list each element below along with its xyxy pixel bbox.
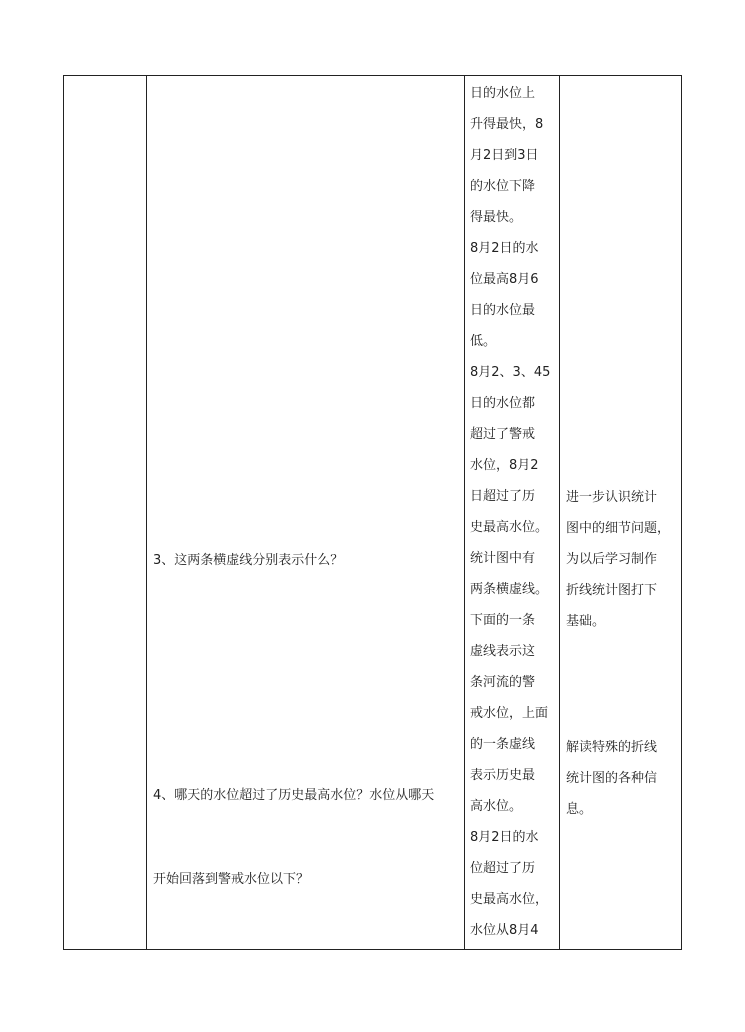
note-line: 基础。 xyxy=(566,614,606,629)
answer-line: 下面的一条 xyxy=(470,613,536,628)
answer-line: 升得最快，8 xyxy=(470,117,544,132)
note-line: 息。 xyxy=(566,802,593,817)
column-divider xyxy=(464,76,465,949)
question-4 xyxy=(153,726,434,950)
note-line: 统计图的各种信 xyxy=(566,771,658,786)
lesson-table xyxy=(63,75,682,950)
answer-line: 8月2、3、45 xyxy=(470,365,551,380)
question-4-line-2: 开始回落到警戒水位以下？ xyxy=(153,872,310,887)
answer-line: 位最高8月6 xyxy=(470,272,539,287)
answer-line: 水位从8月4 xyxy=(470,923,539,938)
answer-line: 水位，8月2 xyxy=(470,458,539,473)
answer-line: 低。 xyxy=(470,334,497,349)
note-line: 图中的细节问题， xyxy=(566,521,671,536)
design-intent-1 xyxy=(566,482,678,637)
answer-line: 得最快。 xyxy=(470,210,523,225)
answer-line: 8月2日的水 xyxy=(470,241,539,256)
column-divider xyxy=(146,76,147,949)
answer-line: 史最高水位。 xyxy=(470,520,549,535)
answer-line: 日的水位都 xyxy=(470,396,536,411)
answer-line: 两条横虚线。 xyxy=(470,582,549,597)
question-4-line-1: 4、哪天的水位超过了历史最高水位？水位从哪天 xyxy=(153,788,435,803)
question-3: 3、这两条横虚线分别表示什么？ xyxy=(153,553,344,568)
answer-line: 的水位下降 xyxy=(470,179,536,194)
answer-line: 高水位。 xyxy=(470,799,523,814)
answer-line: 表示历史最 xyxy=(470,768,536,783)
answer-line: 超过了警戒 xyxy=(470,427,536,442)
note-line: 解读特殊的折线 xyxy=(566,740,658,755)
answer-line: 位超过了历 xyxy=(470,861,536,876)
answer-line: 戒水位，上面 xyxy=(470,706,549,721)
answer-line: 虚线表示这 xyxy=(470,644,536,659)
design-intent-2 xyxy=(566,732,678,825)
answer-line: 8月2日的水 xyxy=(470,830,539,845)
answer-line: 史最高水位， xyxy=(470,892,549,907)
column-divider xyxy=(559,76,560,949)
answer-line: 统计图中有 xyxy=(470,551,536,566)
answer-line: 日的水位上 xyxy=(470,86,536,101)
answer-line: 条河流的警 xyxy=(470,675,536,690)
student-answers xyxy=(470,78,554,946)
answer-line: 日超过了历 xyxy=(470,489,536,504)
answer-line: 月2日到3日 xyxy=(470,148,539,163)
answer-line: 的一条虚线 xyxy=(470,737,536,752)
note-line: 为以后学习制作 xyxy=(566,552,658,567)
note-line: 折线统计图打下 xyxy=(566,583,658,598)
note-line: 进一步认识统计 xyxy=(566,490,658,505)
answer-line: 日的水位最 xyxy=(470,303,536,318)
